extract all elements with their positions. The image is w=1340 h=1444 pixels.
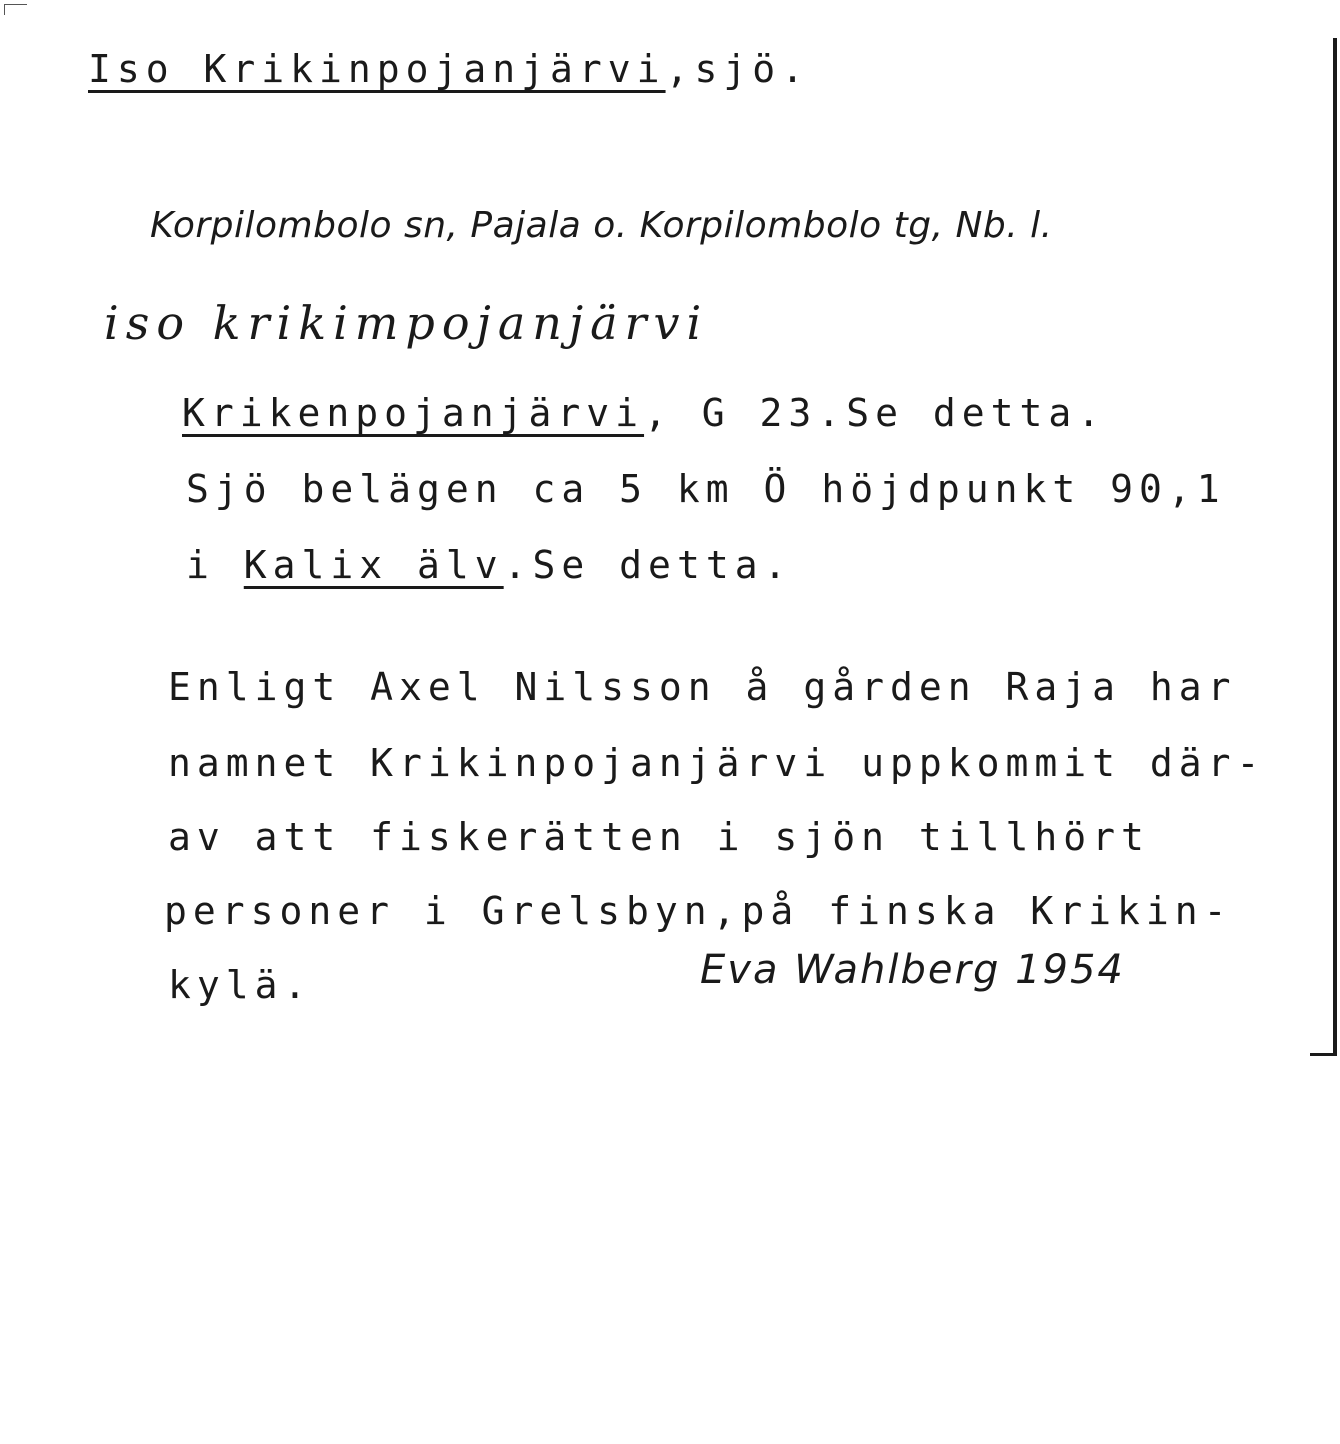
title-suffix: ,sjö. [665, 47, 810, 91]
location-stamp: Korpilombolo sn, Pajala o. Korpilombolo tg, Nb. l. [150, 205, 1053, 246]
reference-line-3 [186, 543, 793, 587]
reference-name: Krikenpojanjärvi [182, 391, 645, 435]
title-place-name: Iso Krikinpojanjärvi [88, 47, 666, 91]
body-line: av att fiskerätten i sjön tillhört [168, 815, 1150, 859]
reference-line-1 [182, 391, 1107, 435]
corner-mark [4, 4, 27, 15]
body-line: Enligt Axel Nilsson å gården Raja har [168, 665, 1237, 709]
signature: Eva Wahlberg 1954 [700, 947, 1125, 993]
body-line: personer i Grelsbyn,på finska Krikin- [164, 889, 1233, 933]
reference-prefix: i [186, 543, 244, 587]
card-edge-right [1333, 38, 1337, 1056]
reference-line-2: Sjö belägen ca 5 km Ö höjdpunkt 90,1 [186, 467, 1226, 511]
handwritten-pronunciation: iso krikimpojanjärvi [104, 296, 709, 350]
reference-see: .Se detta. [503, 543, 793, 587]
card-title [88, 47, 810, 91]
card-edge-bottom [1310, 1053, 1337, 1056]
body-line: kylä. [168, 963, 313, 1007]
reference-river: Kalix älv [243, 543, 504, 587]
body-line: namnet Krikinpojanjärvi uppkommit där- [168, 741, 1266, 785]
reference-suffix: , G 23.Se detta. [644, 391, 1107, 435]
